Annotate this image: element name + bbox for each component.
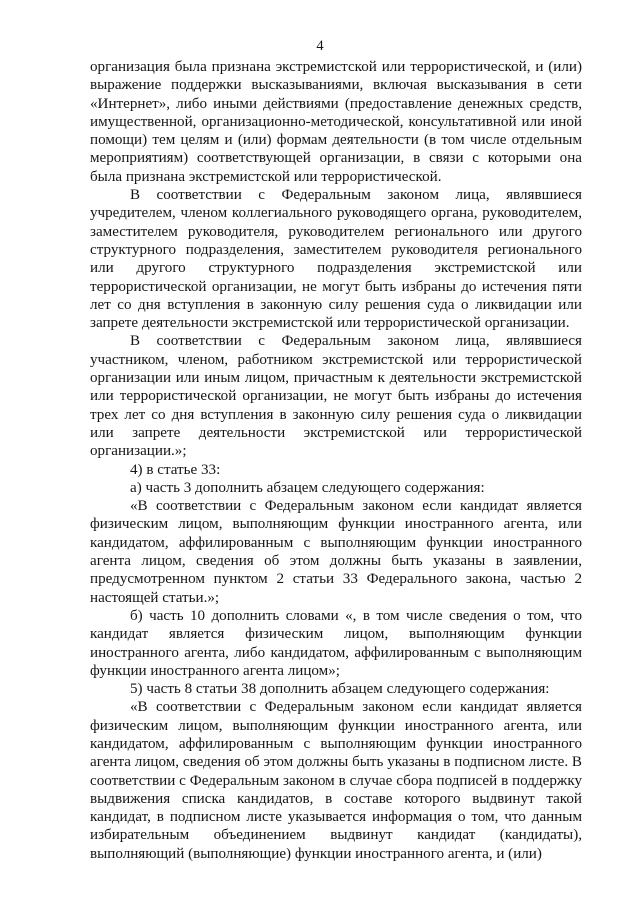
paragraph-participants-restriction: В соответствии с Федеральным законом лица, являвшиеся участником, членом, работником экстремистской или террористической организации или иным лицом, причастным к деятельности экстремистской или террористической организации, не могут быть избраны до истечения трех лет со дня вступления в законную силу решения суда о ликвидации или запрете деятельности экстремистской или террористической организации.»; <box>90 333 582 460</box>
paragraph-part-3-text: «В соответствии с Федеральным законом если кандидат является физическим лицом, выполняющим функции иностранного агента, или кандидатом, аффилированным с выполняющим функции иностранного агента лицом, сведения об этом должны быть указаны в заявлении, предусмотренном пунктом 2 статьи 33 Федерального закона, частью 2 настоящей статьи.»; <box>90 498 582 606</box>
item-part-10-amendment: б) часть 10 дополнить словами «, в том числе сведения о том, что кандидат является физическим лицом, выполняющим функции иностранного агента, либо кандидатом, аффилированным с выполняющим функции иностранного агента лицом»; <box>90 607 582 679</box>
paragraph-continuation: организация была признана экстремистской или террористической, и (или) выражение поддержки высказываниями, включая высказывания в сети «Интернет», либо иными действиями (предоставление денежных средств, имущественной, организационно-методической, консультативной или иной помощи) тем целям и (или) формам деятельности (в том числе отдельным мероприятиям) соответствующей организации, в связи с которыми она была признана экстремистской или террористической. <box>90 59 582 185</box>
page-number: 4 <box>316 38 324 54</box>
document-body <box>90 58 582 863</box>
item-part-3-amendment: а) часть 3 дополнить абзацем следующего содержания: <box>130 479 485 496</box>
paragraph-article-38-text: «В соответствии с Федеральным законом если кандидат является физическим лицом, выполняющим функции иностранного агента, или кандидатом, аффилированным с выполняющим функции иностранного агента лицом, сведения об этом должны быть указаны в подписном листе. В соответствии с Федеральным законом в случае сбора подписей в поддержку выдвижения списка кандидатов, в составе которого выдвинут такой кандидат, в подписном листе указывается информация о том, что данным избирательным объединением выдвинут кандидат (кандидаты), выполняющий (выполняющие) функции иностранного агента, и (или) <box>90 699 582 862</box>
item-article-33: 4) в статье 33: <box>130 461 221 478</box>
paragraph-founders-restriction: В соответствии с Федеральным законом лица, являвшиеся учредителем, членом коллегиального руководящего органа, руководителем, заместителем руководителя, руководителем регионального или другого структурного подразделения, заместителем руководителя регионального или другого структурного подразделения экстремистской или террористической организации, не могут быть избраны до истечения пяти лет со дня вступления в законную силу решения суда о ликвидации или запрете деятельности экстремистской или террористической организации. <box>90 187 582 332</box>
item-article-38-amendment: 5) часть 8 статьи 38 дополнить абзацем следующего содержания: <box>130 681 550 698</box>
